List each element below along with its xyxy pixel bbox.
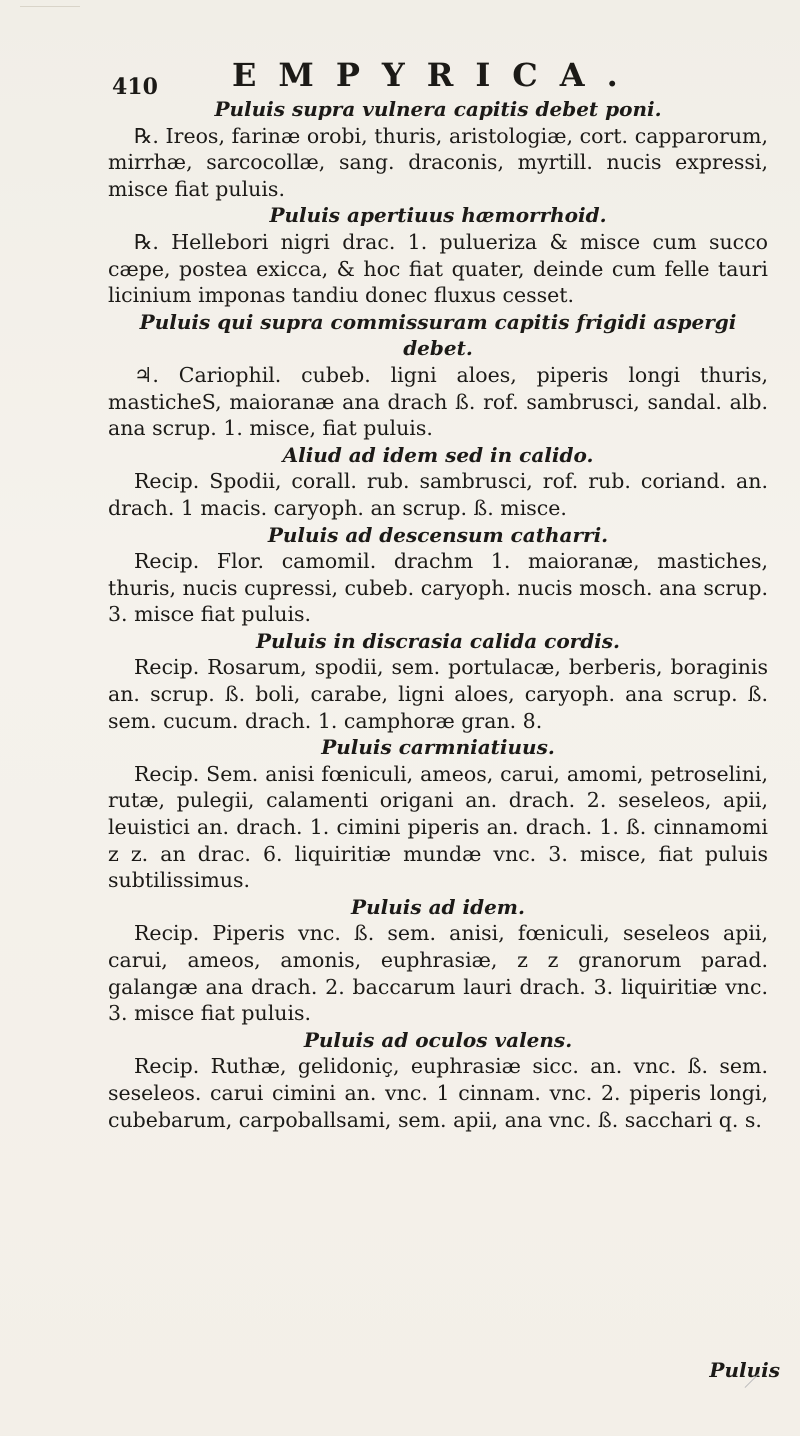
recipe-section <box>108 1027 768 1133</box>
recipe-section <box>108 628 768 734</box>
page-number: 410 <box>112 74 158 100</box>
recipe-section <box>108 309 768 442</box>
recipe-section <box>108 522 768 628</box>
recipe-title: Puluis qui supra commissuram capitis frigidi aspergi debet. <box>139 309 737 361</box>
recipe-section <box>108 442 768 522</box>
recipe-text: ℞. Ireos, farinæ orobi, thuris, aristologiæ, cort. capparorum, mirrhæ, sarcocollæ, sang. draconis, myrtill. nucis expressi, misce fiat puluis. <box>108 123 768 201</box>
page-header <box>112 52 752 100</box>
recipe-text: Recip. Rosarum, spodii, sem. portulacæ, berberis, boraginis an. scrup. ß. boli, carabe, ligni aloes, caryoph. ana scrup. ß. sem. cucum. drach. 1. camphoræ gran. 8. <box>108 655 768 733</box>
recipe-text: Recip. Sem. anisi fœniculi, ameos, carui, amomi, petroselini, rutæ, pulegii, calamenti origani an. drach. 2. seseleos, apii, leuistici an. drach. 1. cimini piperis an. drach. 1. ß. cinnamomi z z. an drac. 6. liquiritiæ mundæ vnc. 3. misce, fiat puluis subtilissimus. <box>108 761 768 893</box>
recipe-title: Puluis supra vulnera capitis debet poni. <box>214 97 662 121</box>
recipe-text: Recip. Ruthæ, gelidoniç, euphrasiæ sicc. an. vnc. ß. sem. seseleos. carui cimini an. vnc. 1 cinnam. vnc. 2. piperis longi, cubebarum, carpoballsami, sem. apii, ana vnc. ß. sacchari q. s. <box>108 1054 768 1132</box>
recipe-text: ♃. Cariophil. cubeb. ligni aloes, piperis longi thuris, masticheS, maioranæ ana drach ß. rof. sambrusci, sandal. alb. ana scrup. 1. misce, fiat puluis. <box>108 362 768 441</box>
recipe-title: Aliud ad idem sed in calido. <box>282 442 594 467</box>
catchword: Puluis <box>709 1358 780 1382</box>
page-edge-mark <box>20 6 80 37</box>
recipe-text: Recip. Piperis vnc. ß. sem. anisi, fœniculi, seseleos apii, carui, ameos, amonis, euphrasiæ, z z granorum parad. galangæ ana drach. 2. baccarum lauri drach. 3. liquiritiæ vnc. 3. misce fiat puluis. <box>108 921 768 1026</box>
recipe-text: Recip. Flor. camomil. drachm 1. maioranæ, mastiches, thuris, nucis cupressi, cubeb. caryoph. nucis mosch. ana scrup. 3. misce fiat puluis. <box>108 549 768 627</box>
recipe-title: Puluis in discrasia calida cordis. <box>255 628 621 653</box>
recipe-text: Recip. Spodii, corall. rub. sambrusci, rof. rub. coriand. an. drach. 1 macis. caryoph. an scrup. ß. misce. <box>108 469 768 520</box>
recipe-section <box>108 894 768 1027</box>
recipe-section <box>108 734 768 894</box>
recipe-title: Puluis apertiuus hæmorrhoid. <box>269 203 607 228</box>
recipe-text: ℞. Hellebori nigri drac. 1. pulueriza & misce cum succo cæpe, postea exicca, & hoc fiat quater, deinde cum felle tauri licinium imponas tandiu donec fluxus cesset. <box>108 229 768 308</box>
recipe-section <box>108 202 768 308</box>
recipe-title: Puluis carmniatiuus. <box>321 735 555 760</box>
page-body <box>108 96 768 1133</box>
recipe-title: Puluis ad oculos valens. <box>303 1027 573 1052</box>
recipe-title: Puluis ad descensum catharri. <box>267 522 609 547</box>
recipe-section <box>108 96 768 202</box>
running-head: EMPYRICA. <box>232 56 640 94</box>
recipe-title: Puluis ad idem. <box>351 894 525 919</box>
